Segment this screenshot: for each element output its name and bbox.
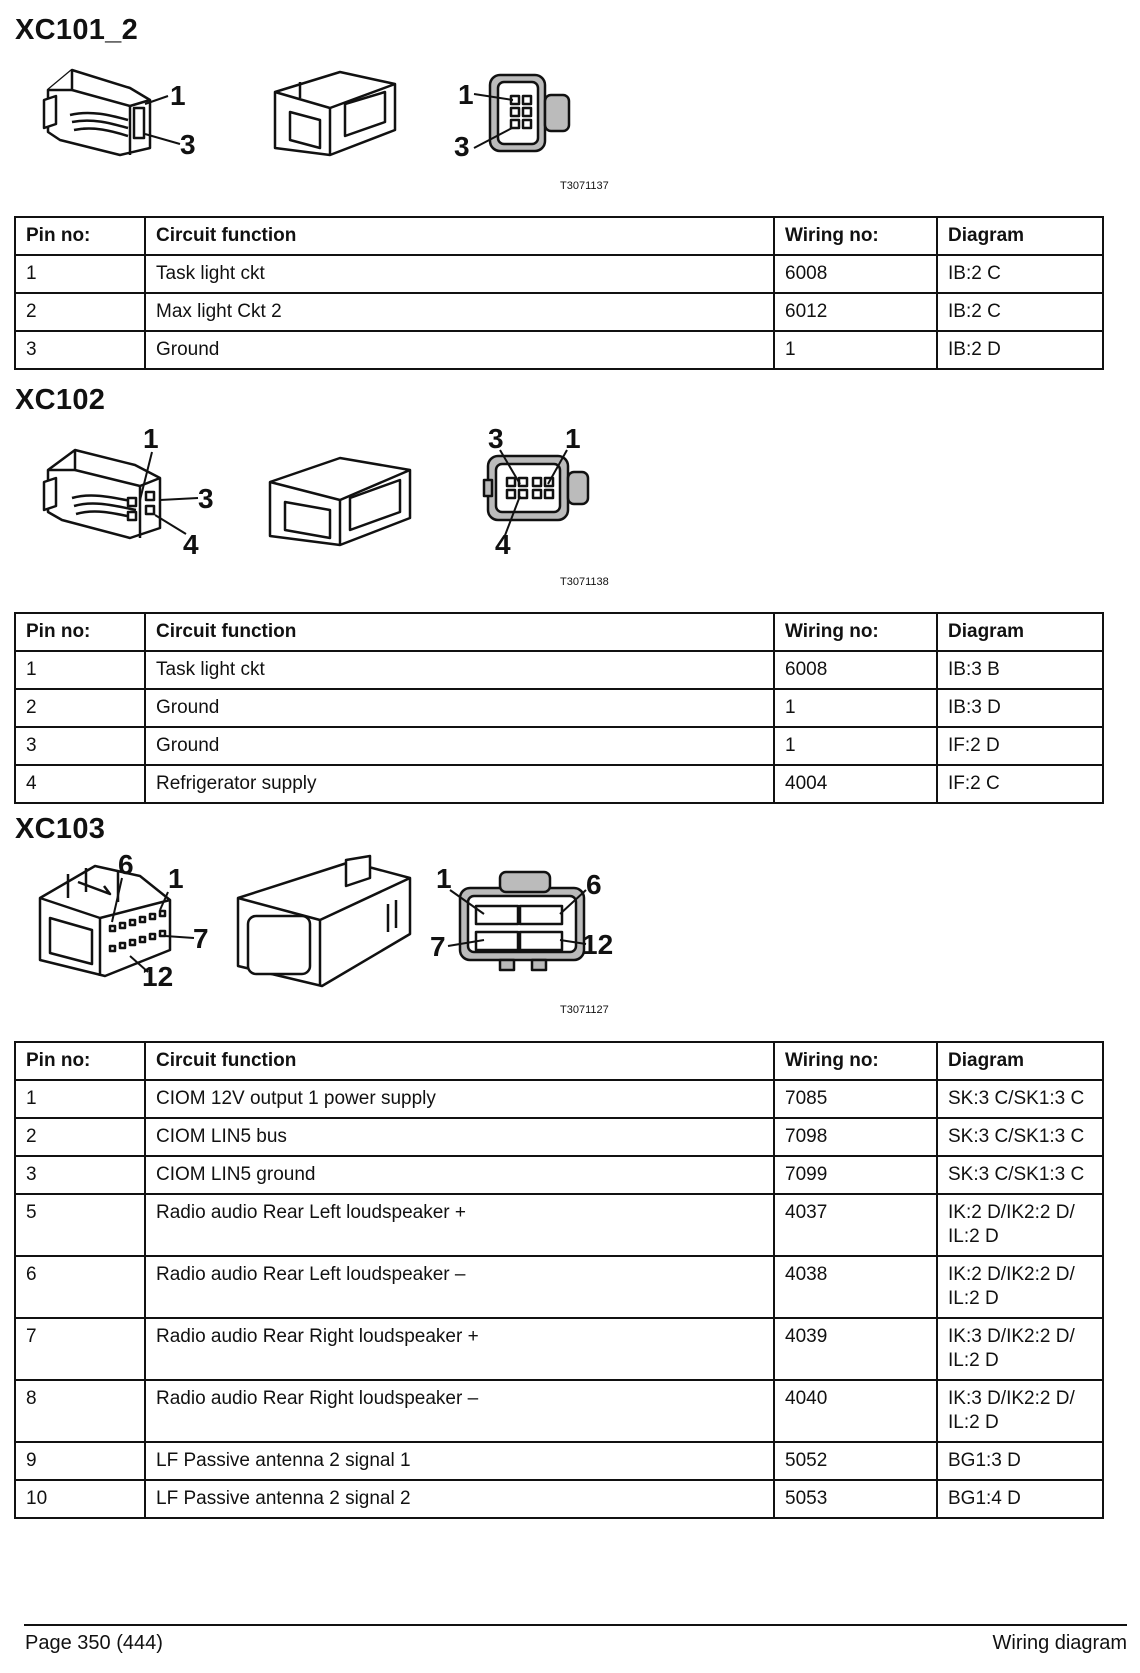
cell-pin: 2 [15,1118,145,1156]
section-title-xc101-2: XC101_2 [15,14,139,46]
cell-wiring: 4039 [774,1318,937,1380]
table-row [15,651,1103,689]
table-header-row [15,613,1103,651]
cell-wiring: 4040 [774,1380,937,1442]
cell-diagram: IF:2 D [937,727,1103,765]
pin-table-xc101-2 [14,216,1104,370]
header-diagram: Diagram [937,1042,1103,1080]
callout-4-side: 4 [183,529,199,560]
table-row [15,331,1103,369]
cell-pin: 1 [15,651,145,689]
connector-drawing-xc102 [0,420,700,590]
table-row [15,727,1103,765]
callout-1-side: 1 [170,80,186,111]
table-header-row [15,1042,1103,1080]
table-row [15,255,1103,293]
cell-diagram: IB:2 C [937,293,1103,331]
footer-divider [24,1624,1127,1626]
cell-wiring: 7085 [774,1080,937,1118]
connector-figure-xc102 [0,420,700,590]
table-body [15,1080,1103,1518]
cell-diagram: IK:3 D/IK2:2 D/ IL:2 D [937,1380,1103,1442]
callout-1-front: 1 [565,423,581,454]
table-row [15,1480,1103,1518]
cell-diagram: IB:2 D [937,331,1103,369]
cell-function: CIOM LIN5 ground [145,1156,774,1194]
table-row [15,689,1103,727]
cell-pin: 1 [15,1080,145,1118]
cell-pin: 1 [15,255,145,293]
cell-diagram: IK:2 D/IK2:2 D/ IL:2 D [937,1256,1103,1318]
callout-7-side: 7 [193,923,209,954]
section-title-xc103: XC103 [15,813,106,845]
header-wiring: Wiring no: [774,1042,937,1080]
header-function: Circuit function [145,1042,774,1080]
header-pin: Pin no: [15,613,145,651]
cell-diagram: IK:3 D/IK2:2 D/ IL:2 D [937,1318,1103,1380]
cell-function: Task light ckt [145,255,774,293]
cell-function: Radio audio Rear Left loudspeaker – [145,1256,774,1318]
connector-figure-xc101-2 [0,60,700,210]
cell-wiring: 4038 [774,1256,937,1318]
cell-wiring: 4037 [774,1194,937,1256]
cell-wiring: 7098 [774,1118,937,1156]
cell-function: Max light Ckt 2 [145,293,774,331]
callout-6-side: 6 [118,849,134,880]
table-body [15,651,1103,803]
header-wiring: Wiring no: [774,217,937,255]
table-row [15,1442,1103,1480]
header-function: Circuit function [145,613,774,651]
pin-table-xc103 [14,1041,1104,1519]
cell-diagram: IB:3 D [937,689,1103,727]
table-row [15,1194,1103,1256]
callout-1-side: 1 [168,863,184,894]
callout-1-front: 1 [436,863,452,894]
cell-function: Radio audio Rear Left loudspeaker + [145,1194,774,1256]
callout-7-front: 7 [430,931,446,962]
table-row [15,1256,1103,1318]
cell-function: Radio audio Rear Right loudspeaker – [145,1380,774,1442]
header-diagram: Diagram [937,613,1103,651]
cell-function: Task light ckt [145,651,774,689]
cell-pin: 7 [15,1318,145,1380]
cell-pin: 6 [15,1256,145,1318]
cell-pin: 9 [15,1442,145,1480]
cell-pin: 3 [15,1156,145,1194]
connector-drawing-xc103 [0,848,700,1023]
table-row [15,765,1103,803]
cell-wiring: 5053 [774,1480,937,1518]
callout-1-front: 1 [458,79,474,110]
callout-6-front: 6 [586,869,602,900]
cell-wiring: 7099 [774,1156,937,1194]
pin-table-xc102 [14,612,1104,804]
callout-3-front: 3 [488,423,504,454]
cell-pin: 8 [15,1380,145,1442]
table-row [15,1080,1103,1118]
cell-diagram: SK:3 C/SK1:3 C [937,1080,1103,1118]
table-row [15,1118,1103,1156]
cell-diagram: BG1:3 D [937,1442,1103,1480]
cell-function: LF Passive antenna 2 signal 2 [145,1480,774,1518]
cell-diagram: SK:3 C/SK1:3 C [937,1118,1103,1156]
cell-pin: 2 [15,689,145,727]
cell-pin: 5 [15,1194,145,1256]
cell-diagram: IB:3 B [937,651,1103,689]
cell-pin: 10 [15,1480,145,1518]
callout-3-side: 3 [198,483,214,514]
table-row [15,1380,1103,1442]
cell-wiring: 6012 [774,293,937,331]
header-wiring: Wiring no: [774,613,937,651]
table-header-row [15,217,1103,255]
cell-pin: 3 [15,727,145,765]
cell-wiring: 5052 [774,1442,937,1480]
cell-wiring: 6008 [774,651,937,689]
cell-pin: 2 [15,293,145,331]
callout-1-side: 1 [143,423,159,454]
cell-wiring: 6008 [774,255,937,293]
figure-code: T3071127 [560,1004,609,1016]
section-title-xc102: XC102 [15,384,106,416]
cell-function: CIOM LIN5 bus [145,1118,774,1156]
cell-function: Radio audio Rear Right loudspeaker + [145,1318,774,1380]
footer-section-name: Wiring diagram [992,1632,1127,1654]
figure-code: T3071137 [560,180,609,192]
callout-12-side: 12 [142,961,174,992]
cell-function: CIOM 12V output 1 power supply [145,1080,774,1118]
callout-3-front: 3 [454,131,470,162]
cell-wiring: 4004 [774,765,937,803]
header-diagram: Diagram [937,217,1103,255]
cell-function: Ground [145,689,774,727]
footer-page-number: Page 350 (444) [25,1632,163,1654]
cell-diagram: IB:2 C [937,255,1103,293]
cell-function: LF Passive antenna 2 signal 1 [145,1442,774,1480]
cell-wiring: 1 [774,689,937,727]
cell-function: Ground [145,331,774,369]
cell-diagram: BG1:4 D [937,1480,1103,1518]
connector-figure-xc103 [0,848,700,1023]
table-row [15,293,1103,331]
callout-12-front: 12 [582,929,614,960]
cell-wiring: 1 [774,727,937,765]
cell-wiring: 1 [774,331,937,369]
table-body [15,255,1103,369]
header-pin: Pin no: [15,217,145,255]
cell-pin: 3 [15,331,145,369]
cell-diagram: IF:2 C [937,765,1103,803]
callout-4-front: 4 [495,529,511,560]
cell-function: Refrigerator supply [145,765,774,803]
callout-3-side: 3 [180,129,196,160]
table-row [15,1156,1103,1194]
cell-diagram: IK:2 D/IK2:2 D/ IL:2 D [937,1194,1103,1256]
header-pin: Pin no: [15,1042,145,1080]
table-row [15,1318,1103,1380]
cell-pin: 4 [15,765,145,803]
cell-function: Ground [145,727,774,765]
figure-code: T3071138 [560,576,609,588]
cell-diagram: SK:3 C/SK1:3 C [937,1156,1103,1194]
header-function: Circuit function [145,217,774,255]
